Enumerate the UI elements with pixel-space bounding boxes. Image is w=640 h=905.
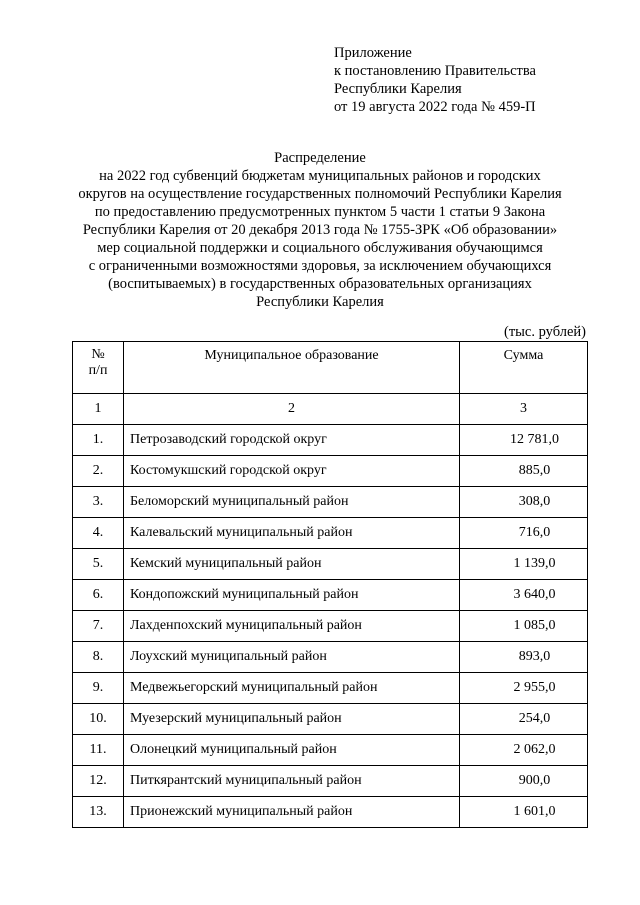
title-line: Республики Карелия от 20 декабря 2013 года № 1755-ЗРК «Об образовании» [82, 222, 558, 238]
row-municipality: Кемский муниципальный район [124, 549, 460, 580]
row-municipality: Олонецкий муниципальный район [124, 735, 460, 766]
header-number-line1: № [91, 347, 105, 362]
row-municipality: Питкярантский муниципальный район [124, 766, 460, 797]
column-index-cell: 2 [124, 394, 460, 425]
title-line: Распределение [274, 150, 366, 166]
table-row [73, 549, 588, 580]
row-number: 1. [73, 425, 124, 456]
table-row [73, 797, 588, 828]
row-sum: 2 062,0 [460, 735, 588, 766]
table-header-row [73, 342, 588, 394]
appendix-line: Республики Карелия [334, 81, 462, 97]
row-number: 11. [73, 735, 124, 766]
row-sum: 1 085,0 [460, 611, 588, 642]
title-line: округов на осуществление государственных полномочий Республики Карелия [78, 186, 562, 202]
row-municipality: Петрозаводский городской округ [124, 425, 460, 456]
row-number: 2. [73, 456, 124, 487]
table-row [73, 704, 588, 735]
table-row [73, 642, 588, 673]
row-number: 6. [73, 580, 124, 611]
row-sum: 900,0 [460, 766, 588, 797]
document-title [60, 149, 580, 311]
row-sum: 1 601,0 [460, 797, 588, 828]
table-row [73, 735, 588, 766]
column-index-cell: 1 [73, 394, 124, 425]
header-number-line2: п/п [88, 363, 108, 378]
row-sum: 1 139,0 [460, 549, 588, 580]
title-line: (воспитываемых) в государственных образовательных организациях [108, 276, 532, 292]
row-number: 7. [73, 611, 124, 642]
column-index-cell: 3 [460, 394, 588, 425]
row-sum: 893,0 [460, 642, 588, 673]
row-sum: 885,0 [460, 456, 588, 487]
row-sum: 3 640,0 [460, 580, 588, 611]
row-sum: 2 955,0 [460, 673, 588, 704]
row-municipality: Медвежьегорский муниципальный район [124, 673, 460, 704]
table-row [73, 611, 588, 642]
row-municipality: Лоухский муниципальный район [124, 642, 460, 673]
units-label: (тыс. рублей) [504, 324, 586, 340]
row-sum: 12 781,0 [460, 425, 588, 456]
row-number: 10. [73, 704, 124, 735]
table-row [73, 766, 588, 797]
row-municipality: Костомукшский городской округ [124, 456, 460, 487]
row-number: 12. [73, 766, 124, 797]
row-municipality: Кондопожский муниципальный район [124, 580, 460, 611]
appendix-line: Приложение [334, 45, 412, 61]
row-municipality: Муезерский муниципальный район [124, 704, 460, 735]
header-number [73, 342, 124, 394]
row-municipality: Прионежский муниципальный район [124, 797, 460, 828]
row-municipality: Калевальский муниципальный район [124, 518, 460, 549]
title-line: Республики Карелия [256, 294, 384, 310]
table-row [73, 673, 588, 704]
title-line: на 2022 год субвенций бюджетам муниципальных районов и городских [99, 168, 541, 184]
appendix-heading [334, 44, 536, 116]
row-number: 5. [73, 549, 124, 580]
distribution-table [72, 341, 588, 828]
title-line: с ограниченными возможностями здоровья, за исключением обучающихся [88, 258, 552, 274]
row-number: 4. [73, 518, 124, 549]
header-sum: Сумма [460, 342, 588, 394]
column-index-row [73, 394, 588, 425]
row-number: 3. [73, 487, 124, 518]
row-sum: 308,0 [460, 487, 588, 518]
title-line: мер социальной поддержки и социального обслуживания обучающимся [97, 240, 543, 256]
table-row [73, 425, 588, 456]
table-row [73, 580, 588, 611]
table-row [73, 487, 588, 518]
row-number: 13. [73, 797, 124, 828]
appendix-line: к постановлению Правительства [334, 63, 536, 79]
header-municipality: Муниципальное образование [124, 342, 460, 394]
row-number: 9. [73, 673, 124, 704]
row-municipality: Лахденпохский муниципальный район [124, 611, 460, 642]
row-sum: 254,0 [460, 704, 588, 735]
appendix-line: от 19 августа 2022 года № 459-П [334, 99, 536, 115]
table-row [73, 456, 588, 487]
row-municipality: Беломорский муниципальный район [124, 487, 460, 518]
title-line: по предоставлению предусмотренных пунктом 5 части 1 статьи 9 Закона [94, 204, 546, 220]
table-row [73, 518, 588, 549]
row-sum: 716,0 [460, 518, 588, 549]
row-number: 8. [73, 642, 124, 673]
